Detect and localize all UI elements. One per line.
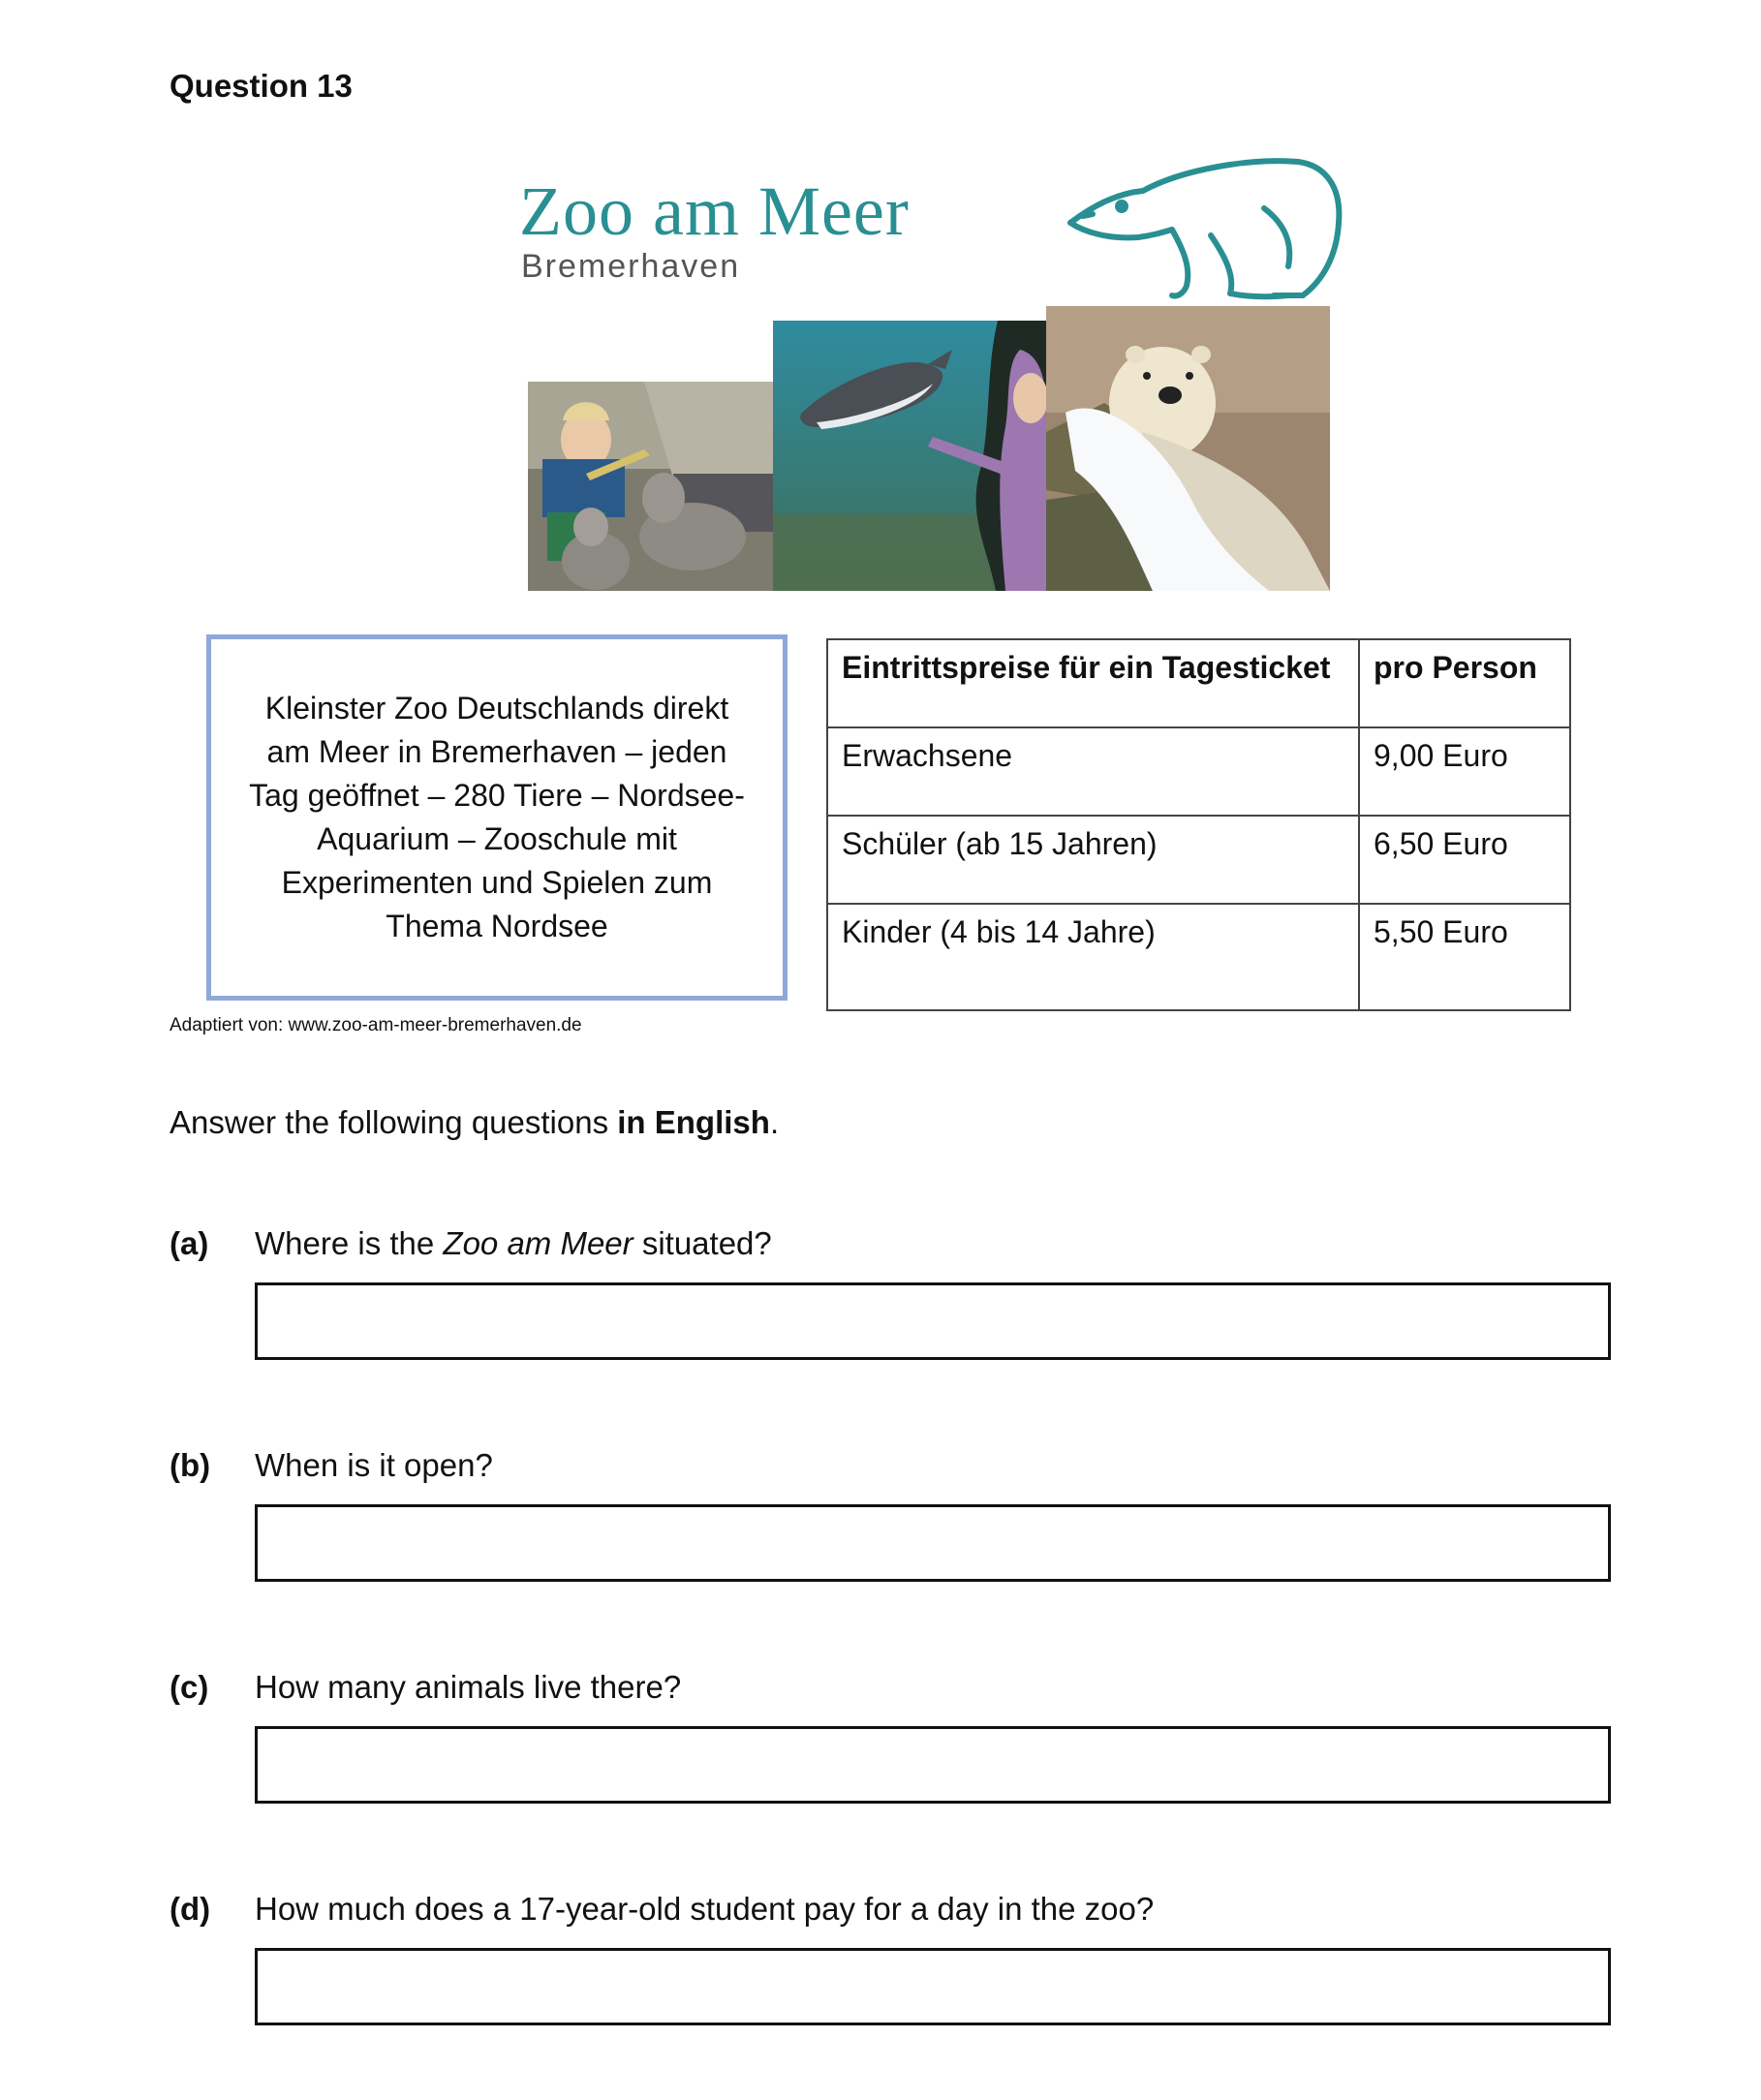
question-text-italic: Zoo am Meer xyxy=(443,1225,633,1261)
question-letter: (a) xyxy=(170,1225,209,1261)
header-price-text: pro Person xyxy=(1374,650,1537,685)
instructions-suffix: . xyxy=(769,1104,780,1140)
header-category xyxy=(827,639,1359,727)
question-text xyxy=(255,1225,772,1262)
table-row xyxy=(827,816,1570,904)
question-text: How many animals live there? xyxy=(255,1669,682,1705)
instructions-prefix: Answer the following questions xyxy=(170,1104,618,1140)
row-category: Kinder (4 bis 14 Jahre) xyxy=(827,904,1359,1010)
row-category: Erwachsene xyxy=(827,727,1359,816)
question-letter: (d) xyxy=(170,1891,211,1927)
header-category-text: Eintrittspreise für ein Tagesticket xyxy=(842,650,1331,685)
logo-title: Zoo am Meer xyxy=(519,172,910,250)
row-price: 6,50 Euro xyxy=(1359,816,1570,904)
logo-subtitle: Bremerhaven xyxy=(521,248,741,285)
photo-penguin-underwater xyxy=(773,321,1046,591)
answer-box-c[interactable] xyxy=(255,1726,1611,1804)
question-letter: (b) xyxy=(170,1447,211,1483)
instructions-emphasis: in English xyxy=(617,1104,770,1140)
header-price xyxy=(1359,639,1570,727)
row-price: 5,50 Euro xyxy=(1359,904,1570,1010)
answer-box-b[interactable] xyxy=(255,1504,1611,1582)
zoo-logo xyxy=(519,172,910,286)
question-text: When is it open? xyxy=(255,1447,493,1483)
answer-box-d[interactable] xyxy=(255,1948,1611,2025)
answer-box-a[interactable] xyxy=(255,1282,1611,1360)
photo-polar-bear xyxy=(1046,306,1330,591)
price-table xyxy=(826,638,1571,1011)
question-text: How much does a 17-year-old student pay for a day in the zoo? xyxy=(255,1891,1155,1927)
zoo-info-text: Kleinster Zoo Deutschlands direkt am Meer in Bremerhaven – jeden Tag geöffnet – 280 Tiere – Nordsee-Aquarium – Zooschule mit Experimenten und Spielen zum Thema Nordsee xyxy=(249,691,745,943)
zoo-info-box xyxy=(206,634,788,1001)
polar-bear-logo-icon xyxy=(1066,150,1346,305)
question-title: Question 13 xyxy=(170,68,353,104)
photo-keeper-seals xyxy=(528,382,773,591)
table-header-row xyxy=(827,639,1570,727)
instructions xyxy=(170,1104,779,1141)
question-text-before: Where is the xyxy=(255,1225,444,1261)
question-letter: (c) xyxy=(170,1669,209,1705)
question-text-after: situated? xyxy=(633,1225,772,1261)
row-price: 9,00 Euro xyxy=(1359,727,1570,816)
table-row xyxy=(827,904,1570,1010)
source-attribution: Adaptiert von: www.zoo-am-meer-bremerhaven.de xyxy=(170,1015,582,1035)
row-category: Schüler (ab 15 Jahren) xyxy=(827,816,1359,904)
table-row xyxy=(827,727,1570,816)
